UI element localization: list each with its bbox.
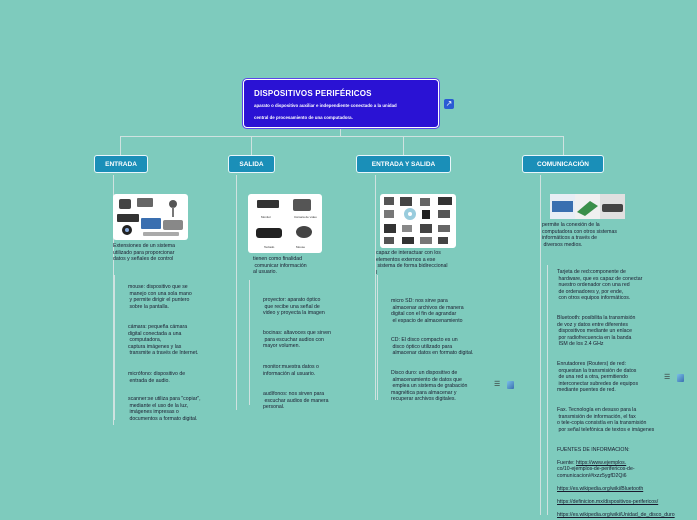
salida-item: monitor:muestra datos o información al usuario.: [263, 364, 319, 377]
salida-description: tienen como finalidad comunicar información al usuario.: [253, 256, 307, 276]
comunicacion-description: permite la conexión de la computadora con otros sistemas informáticos a través de diversos medios.: [542, 222, 617, 248]
connector-salida: [251, 136, 252, 155]
entrada-item: scanner:se utiliza para "copiar", mediante el uso de la luz, imágenes impresas o documentos a formato digital.: [128, 396, 201, 422]
connector-horizontal: [120, 136, 564, 137]
connector-comunicacion: [563, 136, 564, 155]
salida-image-label: Teclado: [264, 245, 275, 249]
root-title: DISPOSITIVOS PERIFÉRICOS: [254, 89, 372, 98]
salida-image-label: Mouse: [296, 245, 306, 249]
cube-icon[interactable]: [507, 381, 514, 389]
source-link[interactable]: https://es.wikipedia.org/wiki/Bluetooth: [557, 486, 644, 492]
salida-item: bocinas: altavoces que sirven para escuchar audios con mayor volumen.: [263, 330, 332, 350]
entrada-salida-description: capaz de interactuar con los elementos externos a ese sistema de forma bidireccional l: [376, 250, 448, 276]
sub-branch-es: [377, 275, 378, 400]
category-salida[interactable]: SALIDA: [228, 155, 275, 173]
sources-title: FUENTES DE INFORMACION:: [557, 447, 630, 453]
external-link-icon[interactable]: ↗: [445, 99, 453, 108]
branch-entrada-salida: [375, 175, 376, 400]
source-prefix: Fuente:: [557, 460, 577, 466]
sub-branch-entrada: [114, 275, 115, 420]
salida-image-label: Monitor: [261, 215, 272, 219]
entrada-salida-item: Disco duro: un dispositivo de almacenamiento de datos que emplea un sistema de grabación magnética para almacenar y recuperar archivos digitales.: [391, 370, 468, 403]
sub-branch-com: [547, 265, 548, 515]
cube-icon[interactable]: [677, 374, 684, 382]
comunicacion-item: Bluetooth: posibilita la transmisión de voz y datos entre diferentes dispositivos mediante un enlace por radiofrecuencia en la banda ISM de los 2.4 GHz: [557, 315, 636, 348]
source-link[interactable]: https://definicion.mx/dispositivos-perifericos/: [557, 499, 659, 505]
branch-comunicacion: [540, 175, 541, 515]
salida-item: proyector: aparato óptico que recibe una señal de video y proyecta la imagen: [263, 297, 325, 317]
entrada-item: mouse: dispositivo que se manejo con una sola mano y permite dirigir el puntero sobre la pantalla.: [128, 284, 192, 310]
branch-salida: [236, 175, 237, 410]
comunicacion-item: Tarjeta de red:componente de hardware, que es capaz de conectar nuestro ordenador con una red de ordenadores y, por ende, con otros equipos informáticos.: [557, 269, 643, 302]
root-node[interactable]: [243, 79, 439, 128]
source-link[interactable]: https://es.wikipedia.org/wiki/Unidad_de_disco_duro: [557, 512, 675, 518]
sub-branch-salida: [249, 280, 250, 405]
source-link-continued[interactable]: co/10-ejemplos-de-perifericos-de- comunicacion/#ixzz5ygfD2Qi6: [557, 466, 635, 479]
source-link[interactable]: https://www.ejemplos.: [576, 460, 627, 466]
entrada-description: Extensiones de un sistema utilizado para proporcionar datos y señales de control: [113, 243, 175, 263]
salida-item: audífonos: nos sirven para escuchar audios de manera personal.: [263, 391, 329, 411]
entrada-item: cámara: pequeña cámara digital conectada a una computadora, captura imágenes y las transmite a través de Internet.: [128, 324, 199, 357]
category-comunicacion[interactable]: COMUNICACIÓN: [522, 155, 604, 173]
connector-entrada: [120, 136, 121, 155]
entrada-salida-item: micro SD: nos sirve para almacenar archivos de manera digital con el fin de agrandar el espacio de almacenamiento: [391, 298, 464, 324]
comunicacion-item: Fax. Tecnología en desuso para la transmisión de información, el fax o tele-copia consistía en la transmisión por señal telefónica de textos e imágenes: [557, 407, 655, 433]
notes-icon[interactable]: ☰: [494, 381, 501, 388]
root-subtitle: aparato o dispositivo auxiliar e independiente conectado a la unidad central de procesamiento de una computadora.: [254, 103, 397, 120]
category-entrada[interactable]: ENTRADA: [94, 155, 148, 173]
comunicacion-devices-image: [550, 194, 625, 219]
connector-entrada-salida: [403, 136, 404, 155]
entrada-item: micrófono: dispositivo de entrada de audio.: [128, 371, 186, 384]
entrada-devices-image: [113, 194, 188, 240]
salida-devices-image: [248, 194, 322, 253]
entrada-salida-devices-image: [380, 194, 456, 248]
entrada-salida-item: CD: El disco compacto es un disco óptico utilizado para almacenar datos en formato digital.: [391, 337, 474, 357]
salida-image-label: Cámara de video: [294, 215, 317, 219]
comunicacion-item: Enrutadores (Routers) de red: orquestan la transmisión de datos de una red a otra, permitiendo interconectar subredes de equipos mediante puentes de red.: [557, 361, 639, 394]
category-entrada-salida[interactable]: ENTRADA Y SALIDA: [356, 155, 451, 173]
notes-icon[interactable]: ☰: [664, 374, 671, 381]
